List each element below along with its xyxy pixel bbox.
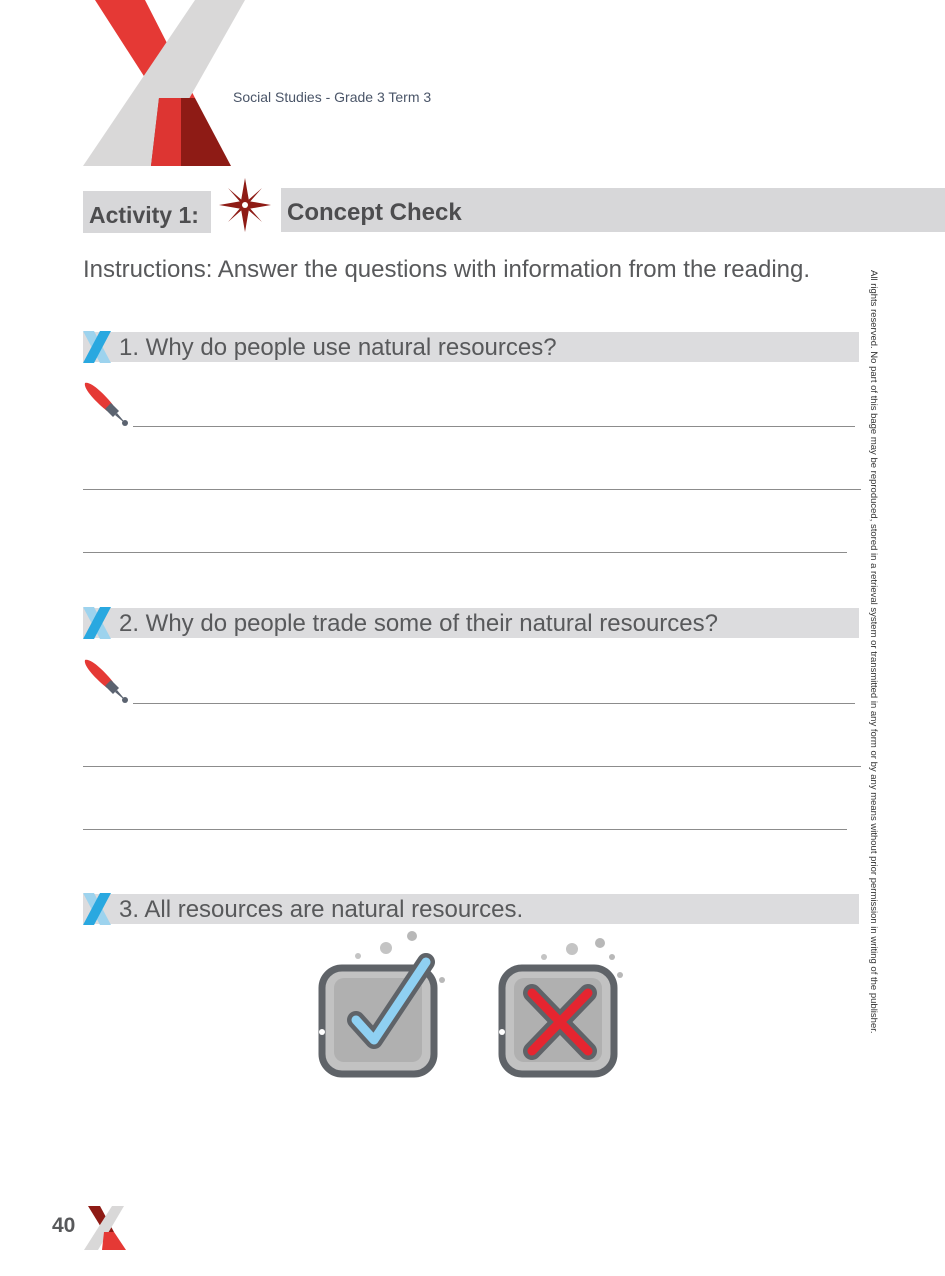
activity-label: Activity 1: bbox=[83, 191, 211, 233]
answer-line[interactable] bbox=[133, 703, 855, 704]
x-bullet-icon bbox=[83, 607, 113, 639]
question-1-text: 1. Why do people use natural resources? bbox=[119, 334, 557, 361]
activity-title: Concept Check bbox=[281, 188, 945, 232]
compass-star-icon bbox=[217, 176, 273, 234]
instructions-text: Instructions: Answer the questions with information from the reading. bbox=[83, 256, 811, 283]
question-2-text: 2. Why do people trade some of their natural resources? bbox=[119, 610, 718, 637]
page-number: 40 bbox=[52, 1214, 76, 1237]
question-3-text: 3. All resources are natural resources. bbox=[119, 896, 524, 923]
answer-line[interactable] bbox=[83, 766, 861, 767]
paintbrush-icon bbox=[81, 379, 133, 431]
x-bullet-icon bbox=[83, 893, 113, 925]
checkbox-false-icon[interactable] bbox=[496, 935, 630, 1080]
header-logo-icon bbox=[83, 0, 253, 166]
copyright-note: All rights reserved. No part of this bage may be reproduced, stored in a retrieval system or transmitted in any form or by any means without prior permission in writing of the publisher. bbox=[868, 270, 879, 1034]
subject-header: Social Studies - Grade 3 Term 3 bbox=[233, 89, 432, 105]
footer-logo-icon bbox=[84, 1206, 126, 1250]
x-bullet-icon bbox=[83, 331, 113, 363]
answer-line[interactable] bbox=[133, 426, 855, 427]
paintbrush-icon bbox=[81, 656, 133, 708]
answer-line[interactable] bbox=[83, 489, 861, 490]
checkbox-true-icon[interactable] bbox=[316, 928, 450, 1080]
answer-line[interactable] bbox=[83, 829, 847, 830]
answer-line[interactable] bbox=[83, 552, 847, 553]
